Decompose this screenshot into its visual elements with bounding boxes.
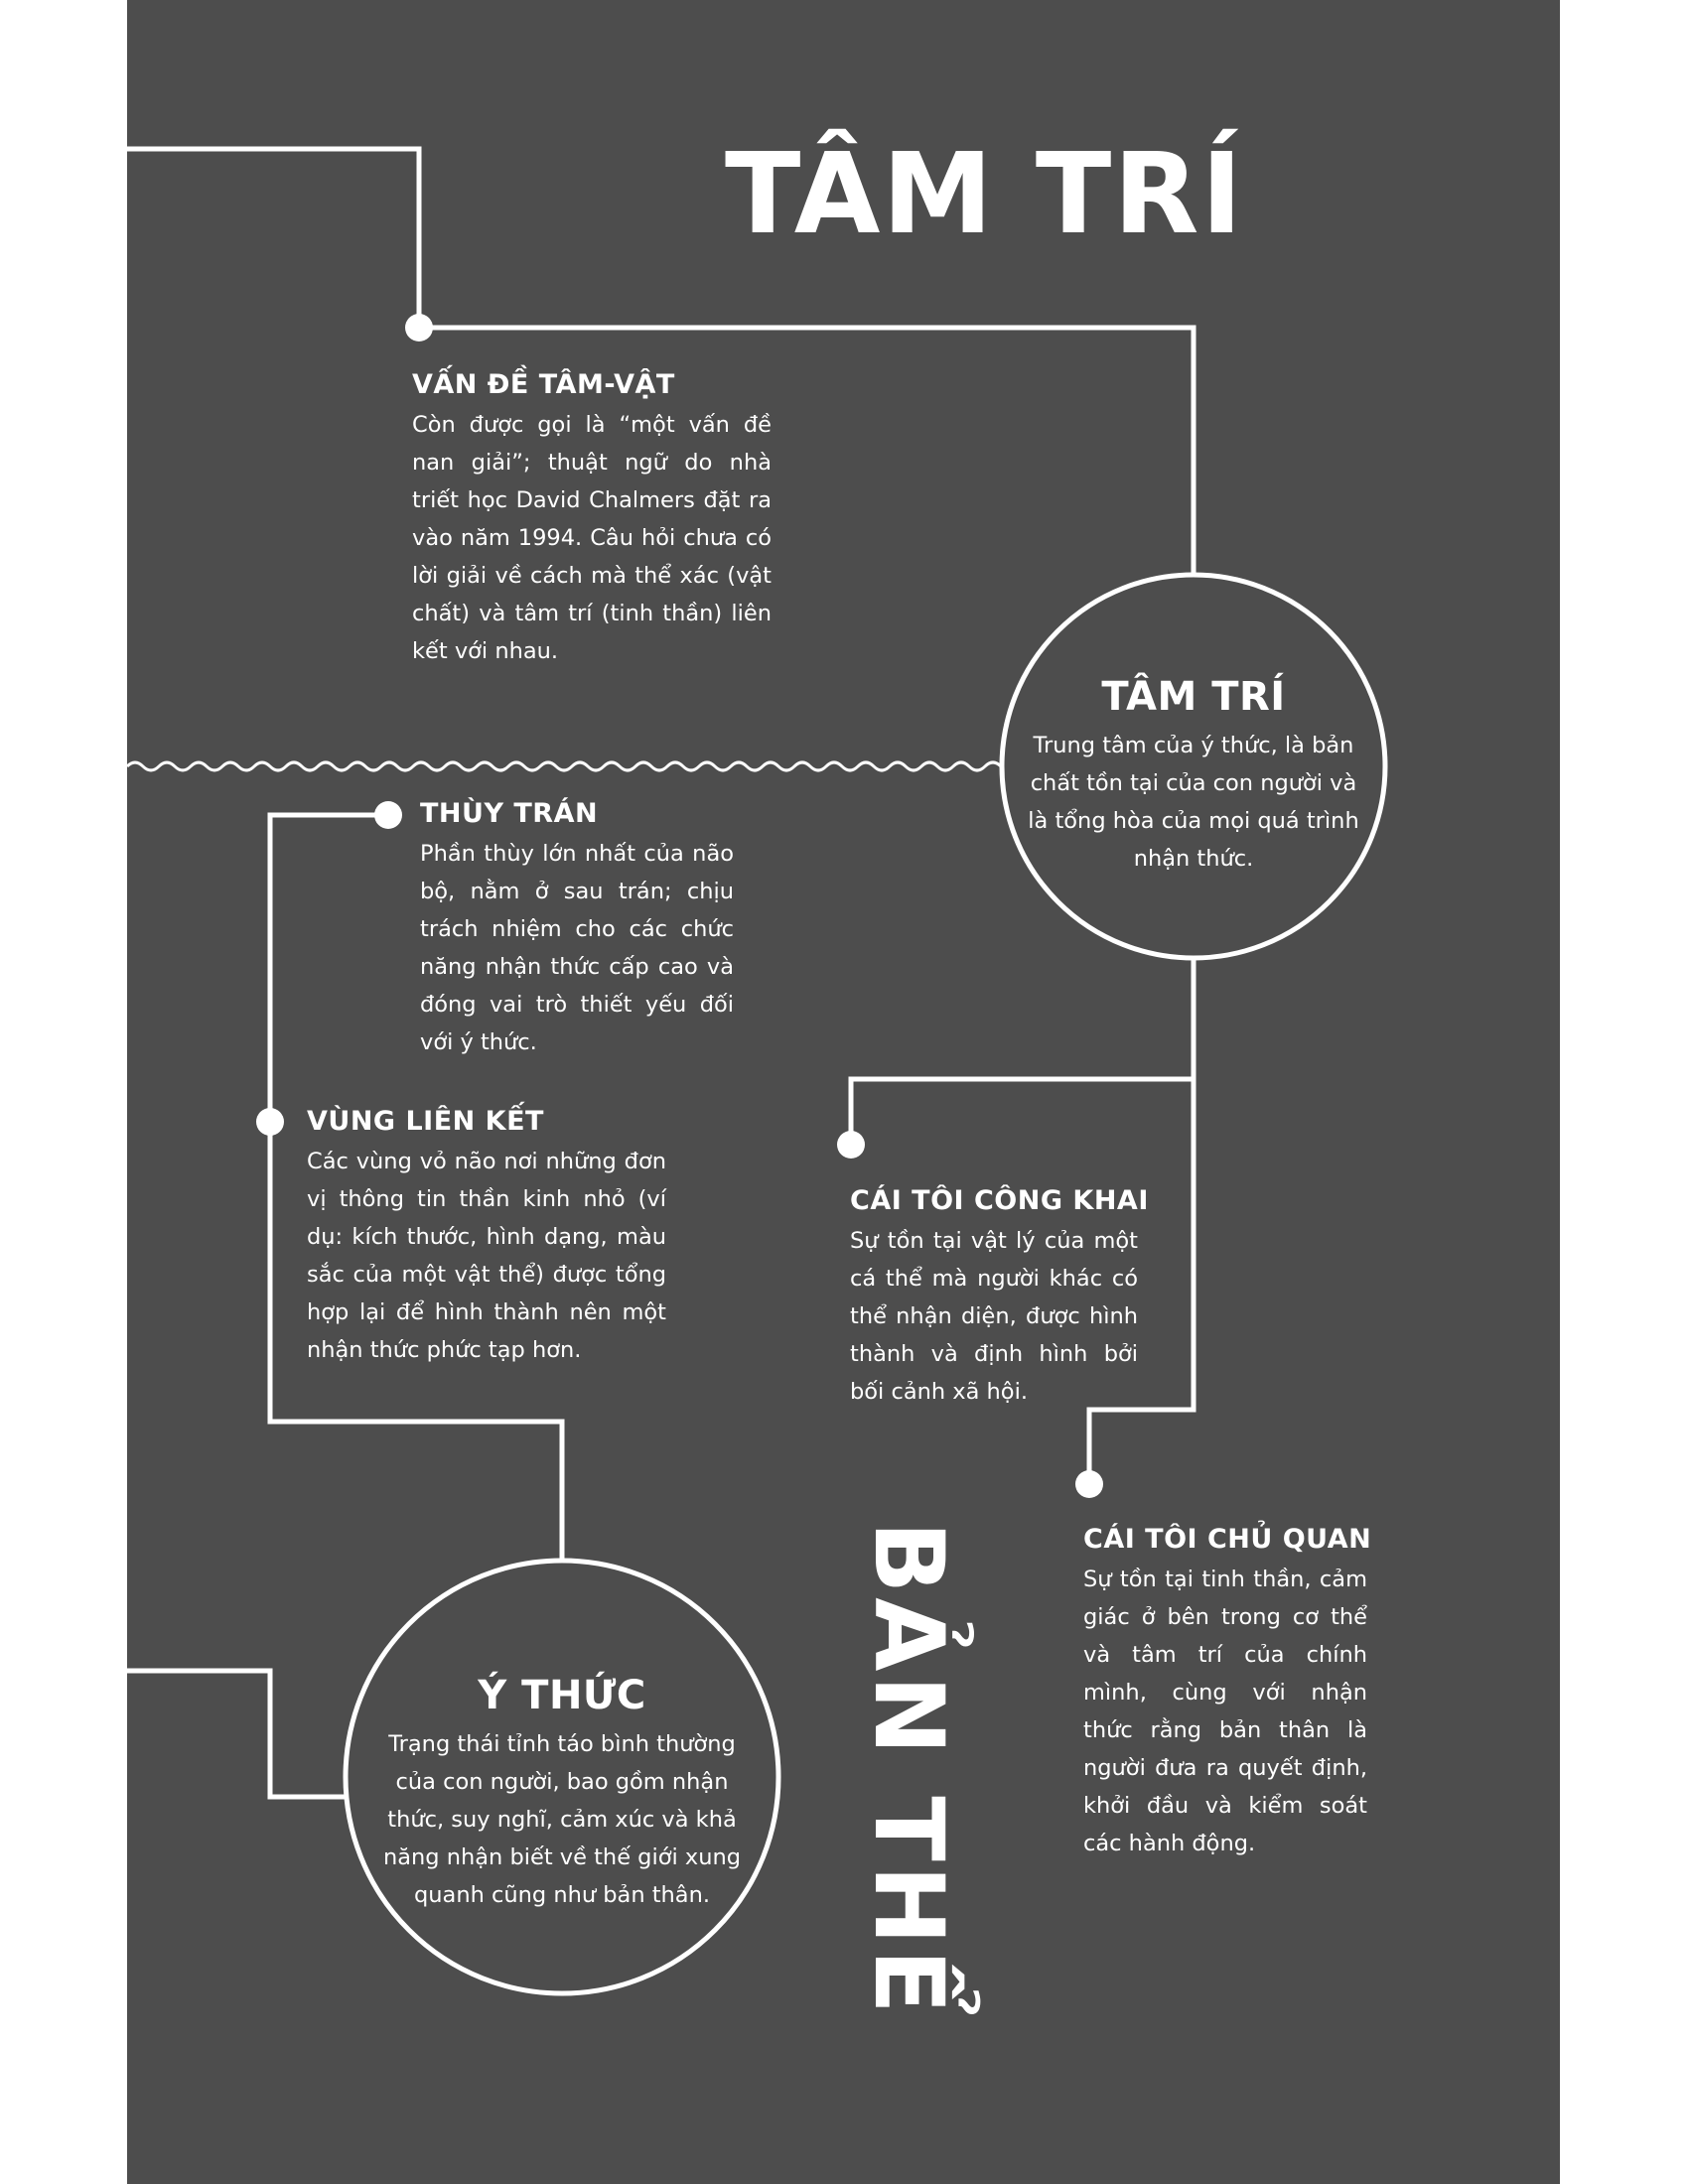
node-y-thuc <box>373 1672 751 1914</box>
dot-tam-vat <box>405 314 433 341</box>
node-heading: CÁI TÔI CÔNG KHAI <box>850 1185 1149 1216</box>
node-heading: Ý THỨC <box>478 1673 646 1718</box>
node-text: Trạng thái tỉnh táo bình thường của con người, bao gồm nhận thức, suy nghĩ, cảm xúc và khả năng nhận biết về thế giới xung quanh cũng như bản thân. <box>382 1731 742 1908</box>
vertical-title: BẢN THỂ <box>853 1521 964 2018</box>
node-text: Phần thùy lớn nhất của não bộ, nằm ở sau trán; chịu trách nhiệm cho các chức năng nhận thức cấp cao và đóng vai trò thiết yếu đối với ý thức. <box>420 841 734 1055</box>
node-text: Các vùng vỏ não nơi những đơn vị thông tin thần kinh nhỏ (ví dụ: kích thước, hình dạng, màu sắc của một vật thể) được tổng hợp lại để hình thành nên một nhận thức phức tạp hơn. <box>307 1149 666 1363</box>
node-heading: TÂM TRÍ <box>1101 674 1286 720</box>
wavy-divider <box>127 762 1144 770</box>
node-heading: CÁI TÔI CHỦ QUAN <box>1083 1524 1372 1555</box>
node-vung-lien-ket <box>307 1105 666 1369</box>
node-thuy-tran <box>420 797 734 1061</box>
node-text: Còn được gọi là “một vấn đề nan giải”; thuật ngữ do nhà triết học David Chalmers đặt ra vào năm 1994. Câu hỏi chưa có lời giải về cách mà thể xác (vật chất) và tâm trí (tinh thần) liên kết với nhau. <box>412 412 772 664</box>
node-text: Sự tồn tại vật lý của một cá thể mà người khác có thể nhận diện, được hình thành và định hình bởi bối cảnh xã hội. <box>850 1228 1138 1405</box>
node-tam-vat <box>412 368 772 670</box>
node-text: Sự tồn tại tinh thần, cảm giác ở bên trong cơ thể và tâm trí của chính mình, cùng với nhận thức rằng bản thân là người đưa ra quyết định, khởi đầu và kiểm soát các hành động. <box>1083 1567 1367 1856</box>
dot-cai-toi-cong-khai <box>837 1131 865 1159</box>
node-tam-tri <box>1025 673 1362 878</box>
node-heading: VẤN ĐỀ TÂM-VẬT <box>412 369 675 400</box>
main-title: TÂM TRÍ <box>725 130 1245 259</box>
dot-vung-lien-ket <box>256 1108 284 1136</box>
connector-left-to-consciousness <box>127 1671 348 1797</box>
dot-thuy-tran <box>374 801 402 829</box>
node-cai-toi-chu-quan <box>1083 1523 1372 1862</box>
dot-cai-toi-chu-quan <box>1075 1470 1103 1498</box>
node-heading: THÙY TRÁN <box>420 798 599 829</box>
connector-mind-to-public <box>851 959 1194 1145</box>
node-cai-toi-cong-khai <box>850 1184 1149 1411</box>
node-heading: VÙNG LIÊN KẾT <box>307 1106 544 1137</box>
node-text: Trung tâm của ý thức, là bản chất tồn tại của con người và là tổng hòa của mọi quá trình nhận thức. <box>1028 733 1359 872</box>
